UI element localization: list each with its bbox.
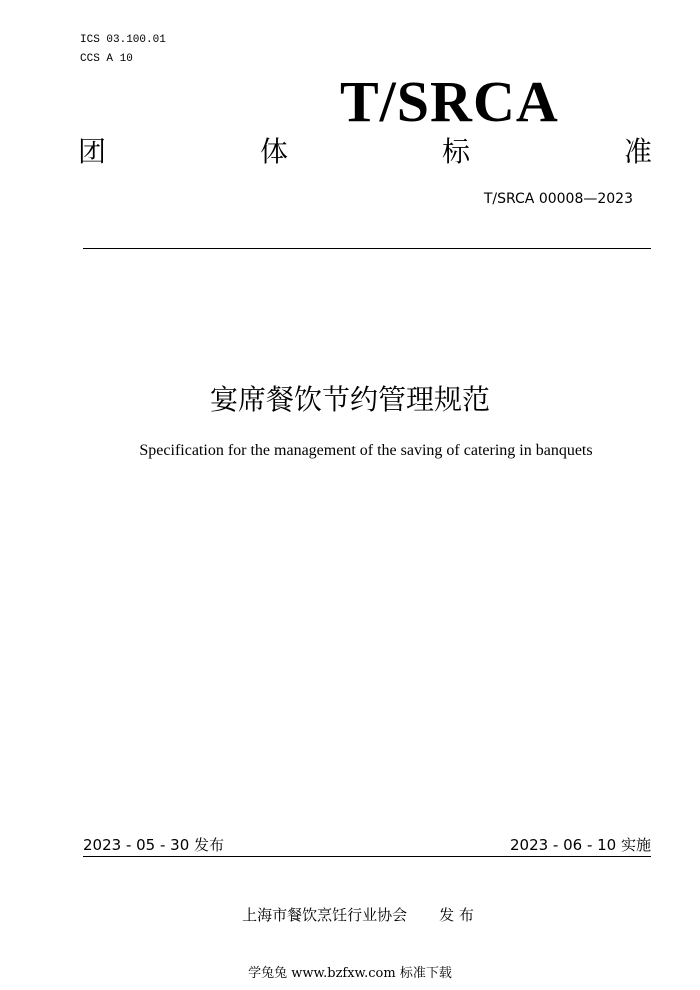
document-title-cn: 宴席餐饮节约管理规范 <box>209 383 490 416</box>
category-char: 体 <box>259 135 288 168</box>
top-divider <box>83 248 651 249</box>
ccs-code: CCS A 10 <box>80 53 133 65</box>
footer-watermark: 学兔兔 www.bzfxw.com 标准下载 <box>248 966 452 981</box>
bottom-divider <box>83 856 651 857</box>
issuer-action: 发 布 <box>439 906 474 924</box>
category-char: 标 <box>441 135 470 168</box>
standard-number: T/SRCA 00008—2023 <box>483 191 633 207</box>
standard-logo: T/SRCA <box>340 69 559 134</box>
category-char: 准 <box>623 135 652 168</box>
ics-code: ICS 03.100.01 <box>80 34 166 46</box>
standard-category <box>78 134 652 170</box>
document-title-en: Specification for the management of the saving of catering in banquets <box>139 442 593 459</box>
category-char: 团 <box>78 135 107 168</box>
implement-date: 2023 - 06 - 10 实施 <box>509 836 651 854</box>
issuer-line <box>0 904 700 925</box>
issuer-org: 上海市餐饮烹饪行业协会 <box>242 906 408 924</box>
publish-date: 2023 - 05 - 30 发布 <box>83 836 225 854</box>
